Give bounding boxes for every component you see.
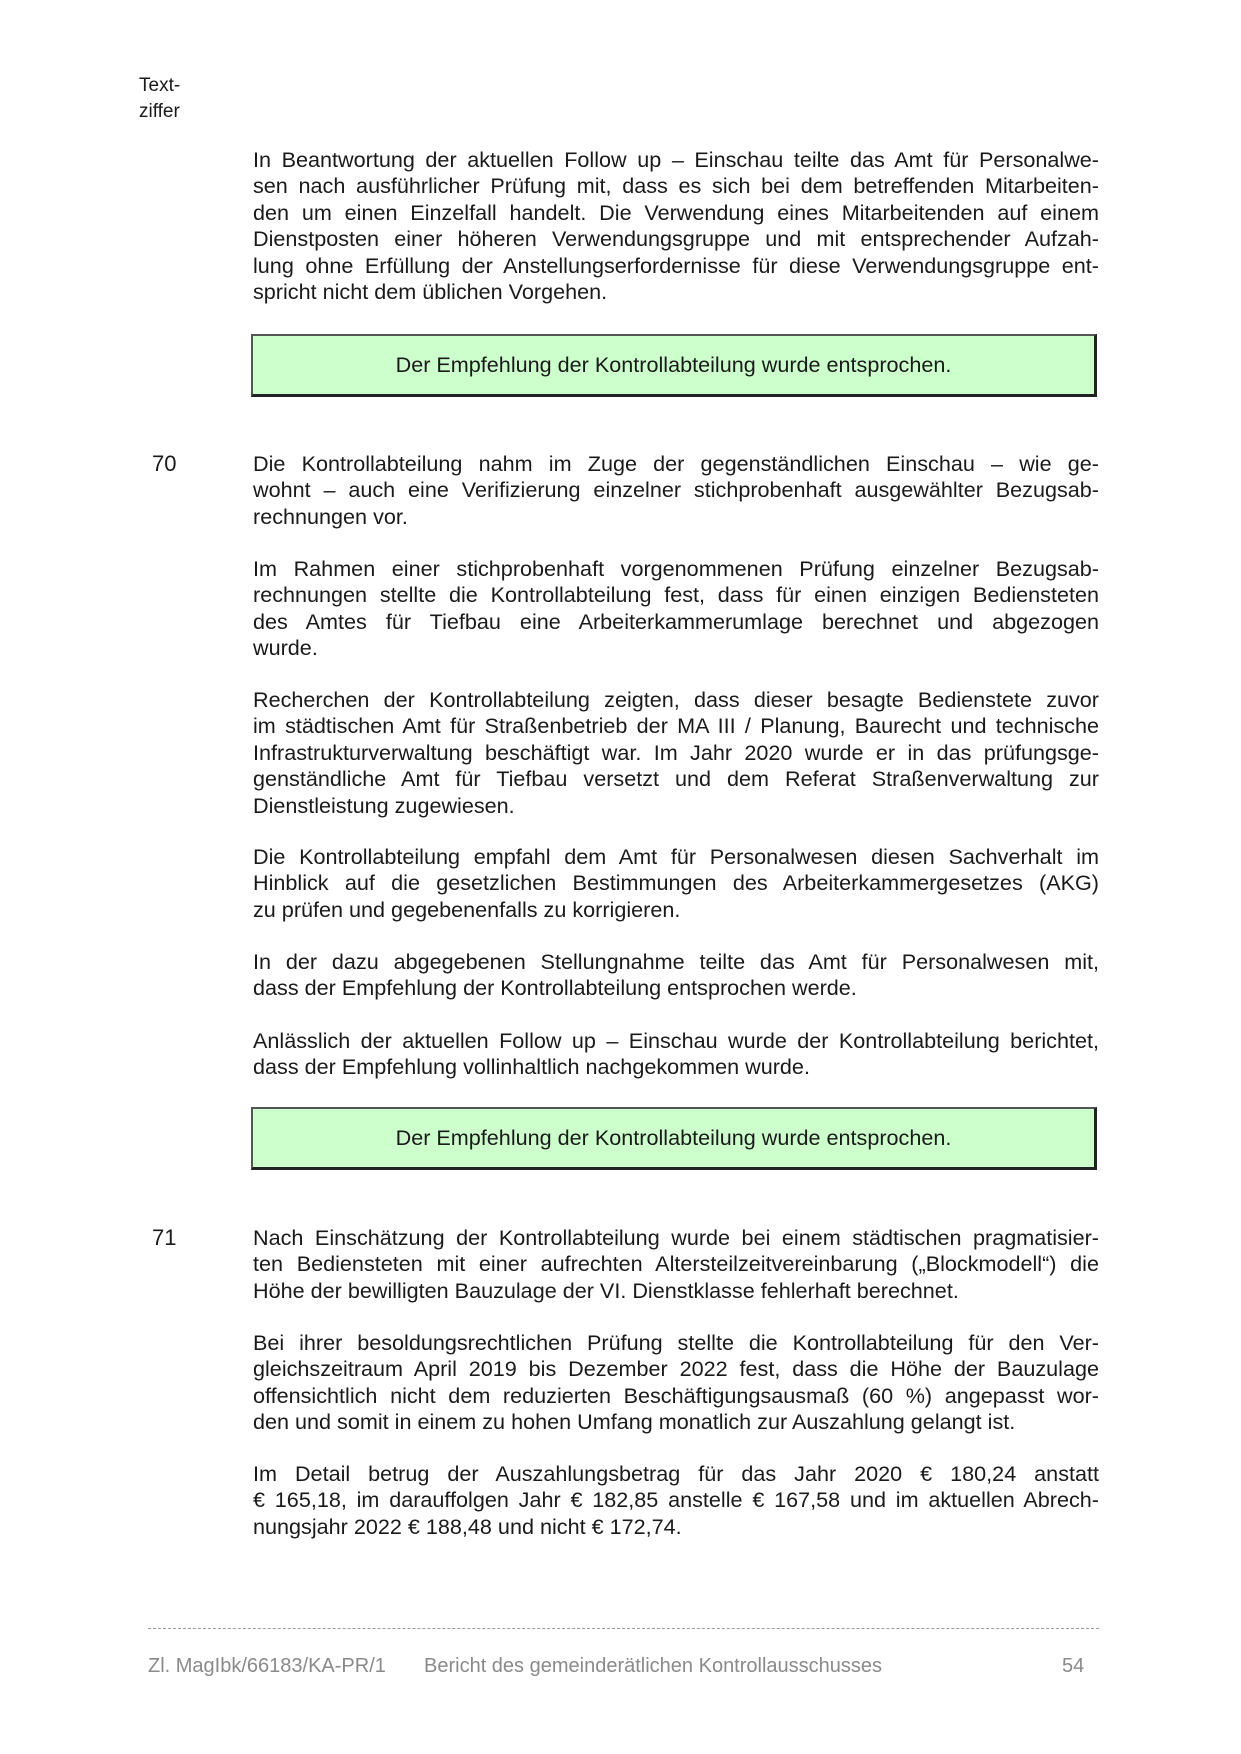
text-line: Dienstleistung zugewiesen.	[253, 792, 515, 818]
text-line: In der dazu abgegebenen Stellungnahme teilte das Amt für Personalwesen mit,	[253, 949, 1099, 974]
text-line: des Amtes für Tiefbau eine Arbeiterkammerumlage berechnet und abgezogen	[253, 608, 1099, 634]
text-line: rechnungen vor.	[253, 503, 408, 529]
s71-paragraph-3	[253, 1461, 1099, 1540]
text-line: den und somit in einem zu hohen Umfang monatlich zur Auszahlung gelangt ist.	[253, 1409, 1016, 1435]
text-line: sen nach ausführlicher Prüfung mit, dass es sich bei dem betreffenden Mitarbeiten-	[253, 173, 1099, 199]
text-line: offensichtlich nicht dem reduzierten Beschäftigungsausmaß (60 %) angepasst wor-	[253, 1382, 1099, 1408]
s70-paragraph-2	[253, 556, 1099, 662]
text-line: Anlässlich der aktuellen Follow up – Einschau wurde der Kontrollabteilung berichtet,	[253, 1028, 1099, 1053]
text-line: Im Detail betrug der Auszahlungsbetrag für das Jahr 2020 € 180,24 anstatt	[253, 1461, 1099, 1486]
textziffer-label	[139, 73, 180, 125]
text-line: € 165,18, im darauffolgen Jahr € 182,85 anstelle € 167,58 und im aktuellen Abrech-	[253, 1487, 1099, 1513]
text-line: Nach Einschätzung der Kontrollabteilung wurde bei einem städtischen pragmatisier-	[253, 1225, 1099, 1250]
recommendation-box-2: Der Empfehlung der Kontrollabteilung wurde entsprochen.	[251, 1107, 1097, 1170]
text-line: im städtischen Amt für Straßenbetrieb der MA III / Planung, Baurecht und technische	[253, 713, 1099, 739]
s70-paragraph-3	[253, 687, 1099, 819]
text-line: Infrastrukturverwaltung beschäftigt war. Im Jahr 2020 wurde er in das prüfungsge-	[253, 739, 1099, 765]
text-line: Die Kontrollabteilung empfahl dem Amt für Personalwesen diesen Sachverhalt im	[253, 844, 1099, 869]
text-line: Hinblick auf die gesetzlichen Bestimmungen des Arbeiterkammergesetzes (AKG)	[253, 870, 1099, 896]
s70-paragraph-1	[253, 451, 1099, 530]
s70-paragraph-5	[253, 949, 1099, 1002]
text-line: rechnungen stellte die Kontrollabteilung fest, dass für einen einzigen Bediensteten	[253, 582, 1099, 608]
text-line: ten Bediensteten mit einer aufrechten Altersteilzeitvereinbarung („Blockmodell“) die	[253, 1251, 1099, 1277]
text-line: nungsjahr 2022 € 188,48 und nicht € 172,74.	[253, 1513, 682, 1539]
text-line: Die Kontrollabteilung nahm im Zuge der gegenständlichen Einschau – wie ge-	[253, 451, 1099, 476]
text-line: lung ohne Erfüllung der Anstellungserfordernisse für diese Verwendungsgruppe ent-	[253, 252, 1099, 278]
text-line: gleichszeitraum April 2019 bis Dezember 2022 fest, dass die Höhe der Bauzulage	[253, 1356, 1099, 1382]
text-line: In Beantwortung der aktuellen Follow up – Einschau teilte das Amt für Personalwe-	[253, 147, 1099, 172]
s71-paragraph-2	[253, 1330, 1099, 1436]
text-line: wohnt – auch eine Verifizierung einzelner stichprobenhaft ausgewählter Bezugsab-	[253, 477, 1099, 503]
text-line: zu prüfen und gegebenenfalls zu korrigieren.	[253, 896, 681, 922]
recommendation-box-1: Der Empfehlung der Kontrollabteilung wurde entsprochen.	[251, 334, 1097, 397]
textziffer-label-line1: Text-	[139, 75, 181, 96]
text-line: Höhe der bewilligten Bauzulage der VI. Dienstklasse fehlerhaft berechnet.	[253, 1277, 959, 1303]
text-line: Recherchen der Kontrollabteilung zeigten, dass dieser besagte Bedienstete zuvor	[253, 687, 1099, 712]
s70-paragraph-6	[253, 1028, 1099, 1081]
s71-paragraph-1	[253, 1225, 1099, 1304]
text-line: Dienstposten einer höheren Verwendungsgruppe und mit entsprechender Aufzah-	[253, 226, 1099, 252]
intro-paragraph	[253, 147, 1099, 305]
textziffer-71: 71	[152, 1225, 177, 1250]
text-line: den um einen Einzelfall handelt. Die Verwendung eines Mitarbeitenden auf einem	[253, 199, 1099, 225]
footer-reference: Zl. MagIbk/66183/KA-PR/1	[148, 1655, 386, 1677]
text-line: dass der Empfehlung vollinhaltlich nachgekommen wurde.	[253, 1054, 810, 1080]
text-line: genständliche Amt für Tiefbau versetzt und dem Referat Straßenverwaltung zur	[253, 766, 1099, 792]
textziffer-70: 70	[152, 451, 177, 476]
page-number: 54	[1062, 1655, 1085, 1677]
footer-title: Bericht des gemeinderätlichen Kontrollausschusses	[424, 1655, 883, 1677]
text-line: Bei ihrer besoldungsrechtlichen Prüfung stellte die Kontrollabteilung für den Ver-	[253, 1330, 1099, 1355]
textziffer-label-line2: ziffer	[139, 101, 180, 122]
text-line: spricht nicht dem üblichen Vorgehen.	[253, 279, 608, 305]
footer-divider	[148, 1628, 1099, 1629]
text-line: dass der Empfehlung der Kontrollabteilung entsprochen werde.	[253, 975, 857, 1001]
text-line: wurde.	[253, 635, 318, 661]
s70-paragraph-4	[253, 844, 1099, 923]
text-line: Im Rahmen einer stichprobenhaft vorgenommenen Prüfung einzelner Bezugsab-	[253, 556, 1099, 581]
